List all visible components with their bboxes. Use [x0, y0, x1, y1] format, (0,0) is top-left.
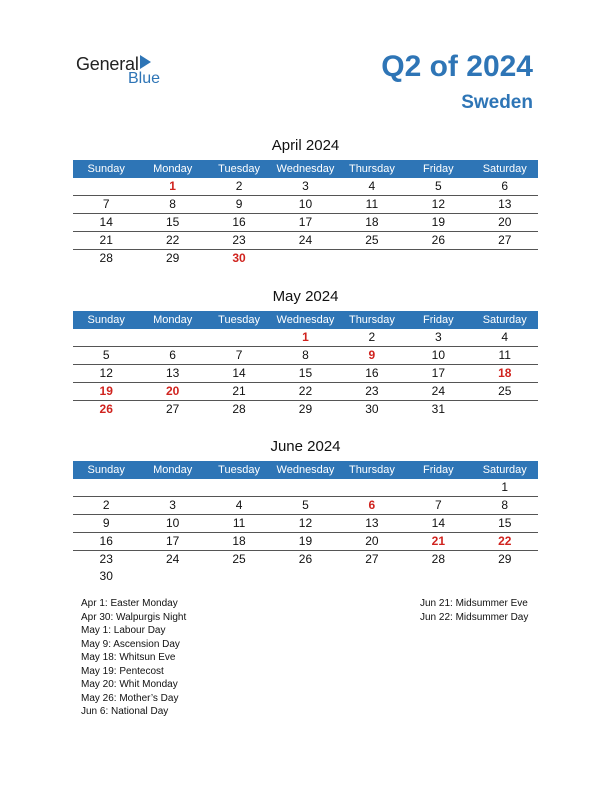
week-row [73, 250, 538, 267]
empty-day-cell [339, 479, 405, 496]
day-cell: 11 [232, 516, 246, 530]
empty-day-cell [73, 178, 139, 195]
day-cell: 26 [431, 233, 445, 247]
day-cell: 9 [102, 516, 110, 530]
day-cell: 10 [165, 516, 180, 530]
day-cell: 20 [365, 534, 379, 548]
day-cell: 1 [302, 330, 309, 344]
day-cell: 12 [431, 197, 445, 211]
day-cell: 28 [431, 552, 445, 566]
week-row [73, 551, 538, 568]
week-row [73, 515, 538, 533]
month-grid [73, 479, 538, 585]
empty-day-cell [339, 250, 405, 267]
day-cell: 20 [498, 215, 512, 229]
day-cell: 10 [298, 197, 313, 211]
day-cell: 2 [102, 498, 110, 512]
weekday-label: Monday [153, 464, 193, 476]
day-cell: 25 [498, 384, 512, 398]
day-cell: 2 [368, 330, 376, 344]
weekday-label: Monday [153, 163, 193, 175]
holiday-note: May 1: Labour Day [81, 625, 166, 636]
day-cell: 22 [498, 534, 512, 548]
day-cell: 22 [165, 233, 180, 247]
day-cell: 14 [431, 516, 445, 530]
day-cell: 30 [99, 569, 113, 583]
weekday-label: Friday [423, 163, 454, 175]
holiday-note: Jun 22: Midsummer Day [420, 611, 529, 623]
day-cell: 21 [99, 233, 113, 247]
weekday-label: Saturday [482, 314, 527, 326]
day-cell: 7 [235, 348, 243, 362]
day-cell: 28 [232, 402, 246, 416]
day-cell: 23 [99, 552, 113, 566]
day-cell: 15 [498, 516, 512, 530]
week-row [73, 401, 538, 418]
empty-day-cell [339, 568, 405, 585]
day-cell: 16 [232, 215, 246, 229]
day-cell: 21 [431, 534, 445, 548]
weekday-label: Friday [423, 314, 454, 326]
weekday-label: Sunday [87, 314, 125, 326]
day-cell: 13 [165, 366, 180, 380]
weekday-label: Monday [153, 314, 193, 326]
brand-logo [76, 52, 176, 92]
empty-day-cell [206, 479, 272, 496]
month-calendar-april [73, 138, 538, 267]
day-cell: 17 [165, 534, 180, 548]
day-cell: 31 [431, 402, 445, 416]
holiday-note: Apr 1: Easter Monday [81, 598, 178, 609]
week-row [73, 232, 538, 250]
month-grid [73, 178, 538, 267]
day-cell: 5 [102, 348, 110, 362]
day-cell: 24 [165, 552, 180, 566]
day-cell: 27 [165, 402, 180, 416]
week-row [73, 497, 538, 515]
week-row [73, 196, 538, 214]
week-row [73, 347, 538, 365]
day-cell: 26 [99, 402, 113, 416]
weekday-label: Thursday [348, 464, 395, 476]
day-cell: 18 [365, 215, 379, 229]
day-cell: 12 [99, 366, 113, 380]
day-cell: 16 [365, 366, 379, 380]
logo-flag-icon [140, 55, 151, 69]
day-cell: 5 [302, 498, 309, 512]
weekday-label: Tuesday [218, 163, 260, 175]
day-cell: 8 [169, 197, 176, 211]
weekday-label: Sunday [87, 163, 125, 175]
month-title: April 2024 [271, 137, 340, 154]
day-cell: 11 [498, 348, 511, 362]
holiday-note: Apr 30: Walpurgis Night [81, 611, 187, 623]
day-cell: 4 [368, 179, 376, 193]
day-cell: 13 [365, 516, 379, 530]
week-row [73, 568, 538, 585]
holiday-note: May 9: Ascension Day [81, 638, 180, 650]
weekday-label: Sunday [87, 464, 125, 476]
month-grid [73, 329, 538, 418]
day-cell: 30 [232, 251, 246, 265]
day-cell: 8 [302, 348, 309, 362]
day-cell: 25 [232, 552, 246, 566]
day-cell: 6 [501, 179, 509, 193]
weekday-label: Thursday [348, 314, 395, 326]
day-cell: 21 [232, 384, 246, 398]
day-cell: 19 [99, 384, 113, 398]
day-cell: 27 [498, 233, 512, 247]
weekday-label: Wednesday [276, 464, 335, 476]
weekday-label: Tuesday [218, 314, 260, 326]
week-row [73, 533, 538, 551]
empty-day-cell [272, 250, 338, 267]
holiday-note: May 19: Pentecost [81, 665, 164, 677]
weekday-label: Thursday [348, 163, 395, 175]
day-cell: 3 [434, 330, 442, 344]
day-cell: 14 [232, 366, 246, 380]
holiday-note: May 26: Mother’s Day [81, 692, 179, 704]
country-name: Sweden [461, 92, 533, 113]
day-cell: 3 [169, 498, 176, 512]
weekday-header-row [73, 311, 538, 329]
empty-day-cell [405, 479, 471, 496]
day-cell: 7 [434, 498, 442, 512]
day-cell: 29 [298, 402, 313, 416]
day-cell: 25 [365, 233, 379, 247]
day-cell: 20 [165, 384, 180, 398]
day-cell: 23 [232, 233, 246, 247]
day-cell: 14 [99, 215, 113, 229]
holiday-notes-left [81, 597, 186, 719]
empty-day-cell [472, 250, 538, 267]
weekday-label: Wednesday [276, 163, 335, 175]
day-cell: 8 [501, 498, 509, 512]
day-cell: 9 [235, 197, 243, 211]
weekday-label: Friday [423, 464, 454, 476]
empty-day-cell [472, 401, 538, 418]
week-row [73, 383, 538, 401]
holiday-note: Jun 6: National Day [81, 706, 169, 717]
day-cell: 16 [99, 534, 113, 548]
week-row [73, 329, 538, 347]
day-cell: 11 [365, 197, 379, 211]
day-cell: 2 [235, 179, 243, 193]
day-cell: 19 [298, 534, 313, 548]
week-row [73, 479, 538, 497]
month-calendar-may [73, 289, 538, 418]
day-cell: 24 [431, 384, 445, 398]
day-cell: 18 [232, 534, 246, 548]
day-cell: 1 [169, 179, 176, 193]
day-cell: 29 [165, 251, 180, 265]
day-cell: 30 [365, 402, 379, 416]
day-cell: 3 [302, 179, 309, 193]
day-cell: 15 [298, 366, 313, 380]
holiday-note: May 20: Whit Monday [81, 679, 178, 690]
day-cell: 17 [431, 366, 445, 380]
day-cell: 1 [501, 480, 509, 494]
empty-day-cell [139, 568, 205, 585]
day-cell: 13 [498, 197, 512, 211]
month-calendar-june [73, 439, 538, 585]
day-cell: 4 [235, 498, 243, 512]
page-title: Q2 of 2024 [381, 50, 533, 83]
day-cell: 23 [365, 384, 379, 398]
day-cell: 28 [99, 251, 113, 265]
month-title: June 2024 [270, 438, 341, 455]
holiday-notes-right [420, 597, 528, 624]
week-row [73, 365, 538, 383]
holiday-note: Jun 21: Midsummer Eve [420, 598, 528, 609]
weekday-header-row [73, 160, 538, 178]
day-cell: 19 [431, 215, 445, 229]
day-cell: 7 [102, 197, 110, 211]
empty-day-cell [73, 329, 139, 346]
empty-day-cell [139, 479, 205, 496]
day-cell: 10 [431, 348, 445, 362]
logo-text-general: General [76, 54, 139, 74]
weekday-label: Saturday [482, 163, 527, 175]
day-cell: 18 [498, 366, 512, 380]
weekday-label: Saturday [482, 464, 527, 476]
empty-day-cell [206, 568, 272, 585]
empty-day-cell [206, 329, 272, 346]
day-cell: 27 [365, 552, 379, 566]
day-cell: 29 [498, 552, 512, 566]
empty-day-cell [272, 479, 338, 496]
weekday-label: Tuesday [218, 464, 260, 476]
day-cell: 22 [298, 384, 313, 398]
weekday-label: Wednesday [276, 314, 335, 326]
month-title: May 2024 [272, 288, 339, 305]
day-cell: 9 [368, 348, 376, 362]
holiday-note: May 18: Whitsun Eve [81, 652, 176, 663]
day-cell: 17 [298, 215, 313, 229]
empty-day-cell [405, 250, 471, 267]
empty-day-cell [272, 568, 338, 585]
day-cell: 6 [169, 348, 176, 362]
day-cell: 26 [298, 552, 313, 566]
empty-day-cell [139, 329, 205, 346]
day-cell: 6 [368, 498, 376, 512]
week-row [73, 178, 538, 196]
empty-day-cell [472, 568, 538, 585]
day-cell: 24 [298, 233, 313, 247]
day-cell: 5 [434, 179, 442, 193]
logo-text-blue: Blue [128, 70, 161, 87]
day-cell: 4 [501, 330, 509, 344]
day-cell: 15 [165, 215, 180, 229]
day-cell: 12 [298, 516, 313, 530]
week-row [73, 214, 538, 232]
empty-day-cell [73, 479, 139, 496]
empty-day-cell [405, 568, 471, 585]
weekday-header-row [73, 461, 538, 479]
